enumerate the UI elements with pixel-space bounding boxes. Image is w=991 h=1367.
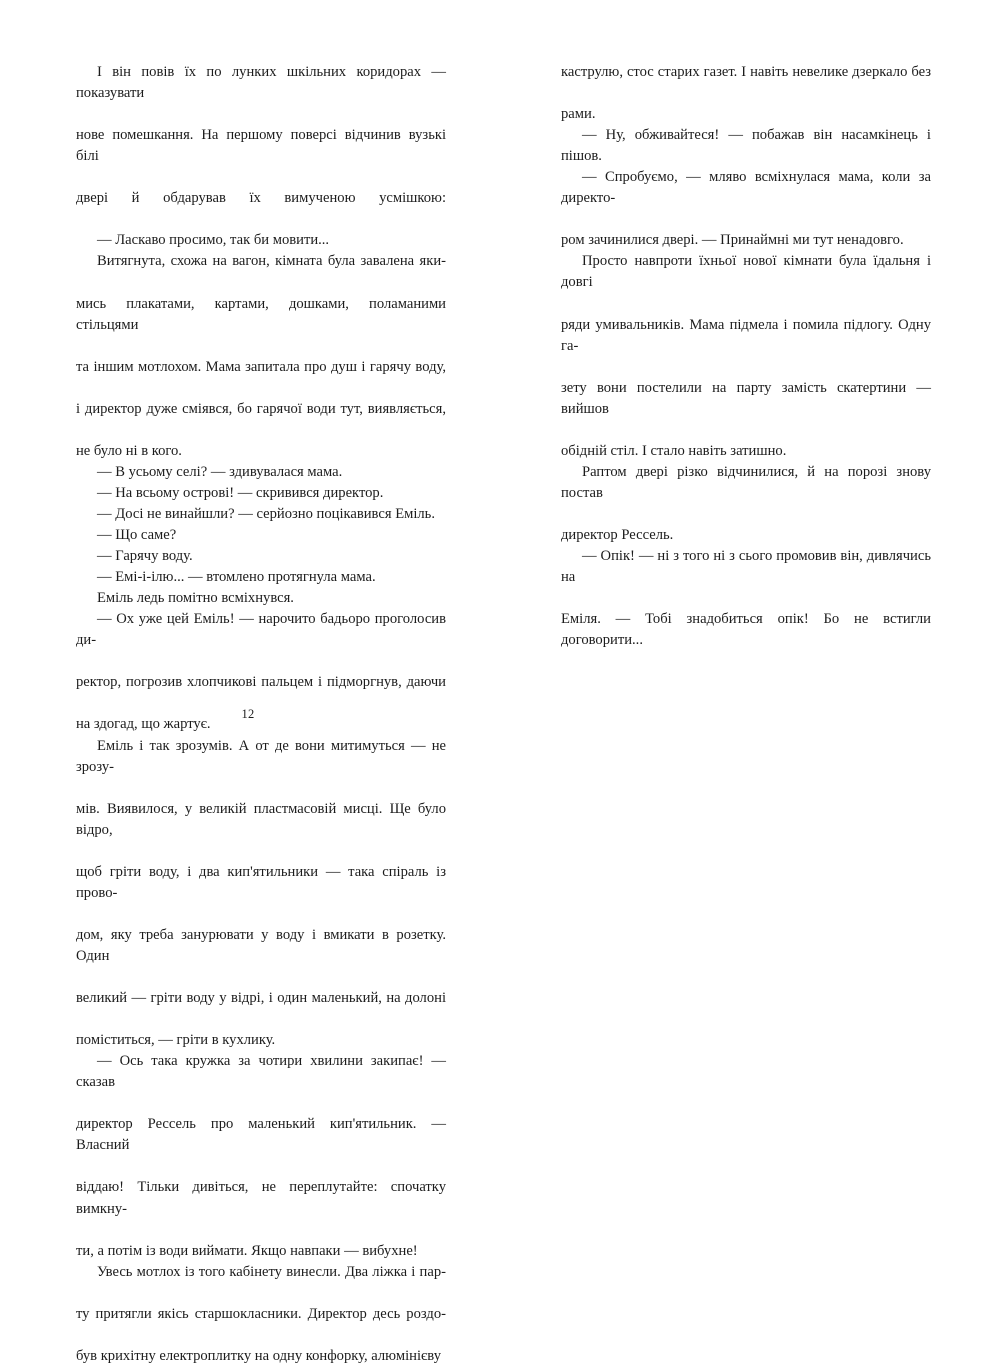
text-line: Раптом двері різко відчинилися, й на порозі знову постав (561, 463, 931, 501)
text-line: — Що саме? (97, 527, 177, 544)
text-line: великий — гріти воду у відрі, і один маленький, на долоні (76, 990, 446, 1007)
text-line: Увесь мотлох із того кабінету винесли. Два ліжка і пар- (97, 1263, 446, 1280)
text-line: — Ох уже цей Еміль! — нарочито бадьоро проголосив ди- (76, 611, 446, 649)
text-line: обідній стіл. І стало навіть затишно. (561, 442, 787, 459)
text-line: дом, яку треба занурювати у воду і вмикати в розетку. Один (76, 926, 446, 964)
text-line: двері й обдарував їх вимученою усмішкою: (76, 190, 446, 207)
right-page (495, 0, 991, 762)
text-line: — На всьому острові! — скривився директор. (97, 484, 384, 501)
text-line: Просто навпроти їхньої нової кімнати була їдальня і довгі (561, 253, 931, 291)
text-line: і директор дуже сміявся, бо гарячої води тут, виявляється, (76, 400, 446, 417)
page-number (0, 707, 496, 722)
text-line: поміститься, — гріти в кухлику. (76, 1032, 276, 1049)
text-line: на здогад, що жартує. (76, 716, 211, 733)
text-line: ряди умивальників. Мама підмела і помила підлогу. Одну га- (561, 316, 931, 354)
text-line: — Емі-і-ілю... — втомлено протягнула мама. (97, 569, 376, 586)
text-line: директор Рессель. (561, 527, 674, 544)
text-line: нове помешкання. На першому поверсі відчинив вузькі білі (76, 127, 446, 165)
text-line: директор Рессель про маленький кип'ятильник. — Власний (76, 1116, 446, 1154)
text-line: був крихітну електроплитку на одну конфорку, алюмінієву (76, 1347, 441, 1364)
text-line: мись плакатами, картами, дошками, поламаними стільцями (76, 295, 446, 333)
text-line: Еміль ледь помітно всміхнувся. (97, 590, 294, 607)
text-line: Еміль і так зрозумів. А от де вони митимуться — не зрозу- (76, 737, 446, 775)
right-page-textblock (561, 62, 931, 651)
text-line: — Гарячу воду. (97, 548, 193, 565)
text-line: каструлю, стос старих газет. І навіть невелике дзеркало без (561, 64, 931, 80)
text-line: зету вони постелили на парту замість скатертини — вийшов (561, 379, 931, 417)
text-line: — Досі не винайшли? — серйозно поцікавився Еміль. (97, 505, 435, 522)
text-line: — Ось така кружка за чотири хвилини закипає! — сказав (76, 1053, 446, 1091)
left-page (0, 0, 496, 1364)
text-line: ром зачинилися двері. — Принаймні ми тут ненадовго. (561, 232, 904, 249)
text-line: ту притягли якісь старшокласники. Директор десь роздо- (76, 1305, 446, 1322)
text-line: — Опік! — ні з того ні з сього промовив він, дивлячись на (561, 548, 931, 586)
text-line: ти, а потім із води виймати. Якщо навпаки — вибухне! (76, 1242, 418, 1259)
text-line: — Ну, обживайтеся! — побажав він насамкінець і пішов. (561, 127, 931, 165)
text-line: Витягнута, схожа на вагон, кімната була завалена яки- (97, 253, 446, 270)
page-number-value: 12 (241, 707, 255, 721)
text-line: — Ласкаво просимо, так би мовити... (97, 232, 330, 249)
text-line: мів. Виявилося, у великій пластмасовій мисці. Ще було відро, (76, 800, 446, 838)
text-line: віддаю! Тільки дивіться, не переплутайте: спочатку вимкну- (76, 1179, 446, 1217)
text-line: — В усьому селі? — здивувалася мама. (97, 463, 343, 480)
text-line: I він повів їх по лунких шкільних коридорах — показувати (76, 64, 446, 102)
text-line: рами. (561, 106, 596, 123)
text-line: ректор, погрозив хлопчикові пальцем і підморгнув, даючи (76, 674, 446, 691)
text-line: не було ні в кого. (76, 442, 182, 459)
text-line: щоб гріти воду, і два кип'ятильники — така спіраль із прово- (76, 863, 446, 901)
text-line: та іншим мотлохом. Мама запитала про душ і гарячу воду, (76, 358, 446, 375)
text-line: Еміля. — Тобі знадобиться опік! Бо не встигли договорити... (561, 611, 931, 649)
text-line: — Спробуємо, — мляво всміхнулася мама, коли за директо- (561, 169, 931, 207)
